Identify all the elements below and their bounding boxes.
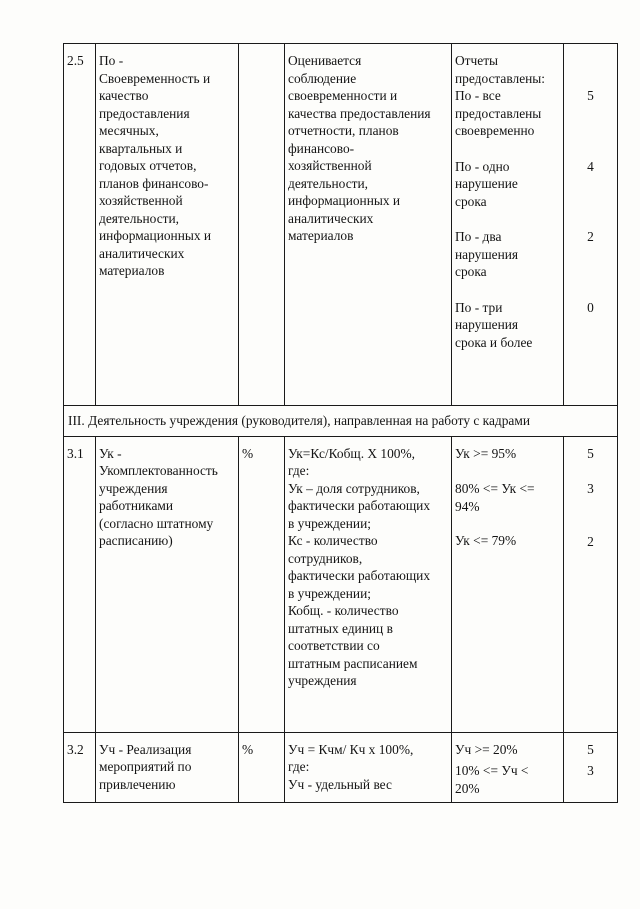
- section-header-row: [64, 406, 618, 437]
- section-title: III. Деятельность учреждения (руководителя), направленная на работу с кадрами: [64, 406, 618, 437]
- table-row-3-2: [64, 732, 618, 802]
- indicator-name: По - Своевременность и качество предоставления месячных, квартальных и годовых отчетов, планов финансово- хозяйственной деятельности, информационных и аналитических материалов: [96, 44, 239, 406]
- points-cell: 5 4 2 0: [564, 44, 618, 406]
- table-row-3-1: [64, 436, 618, 732]
- criteria-cell: Ук >= 95% 80% <= Ук <= 94% Ук <= 79%: [452, 436, 564, 732]
- indicator-name: Ук - Укомплектованность учреждения работниками (согласно штатному расписанию): [96, 436, 239, 732]
- unit-cell: %: [239, 732, 285, 802]
- table-row-2-5: [64, 44, 618, 406]
- calculation-method: Оценивается соблюдение своевременности и качества предоставления отчетности, планов финансово- хозяйственной деятельности, информационных и аналитических материалов: [285, 44, 452, 406]
- row-number: 2.5: [64, 44, 96, 406]
- calculation-method: Уч = Кчм/ Кч х 100%, где: Уч - удельный вес: [285, 732, 452, 802]
- criteria-cell: Отчеты предоставлены: По - все предоставлены своевременно По - одно нарушение срока По - два нарушения срока По - три нарушения срока и более: [452, 44, 564, 406]
- criteria-table: [63, 43, 618, 803]
- unit-cell: [239, 44, 285, 406]
- row-number: 3.2: [64, 732, 96, 802]
- calculation-method: Ук=Кс/Кобщ. Х 100%, где: Ук – доля сотрудников, фактически работающих в учреждении; Кс - количество сотрудников, фактически работающих в учреждении; Кобщ. - количество штатных единиц в соответствии со штатным расписанием учреждения: [285, 436, 452, 732]
- points-cell: 5 3: [564, 732, 618, 802]
- points-cell: 5 3 2: [564, 436, 618, 732]
- criteria-cell: Уч >= 20% 10% <= Уч < 20%: [452, 732, 564, 802]
- indicator-name: Уч - Реализация мероприятий по привлечению: [96, 732, 239, 802]
- row-number: 3.1: [64, 436, 96, 732]
- unit-cell: %: [239, 436, 285, 732]
